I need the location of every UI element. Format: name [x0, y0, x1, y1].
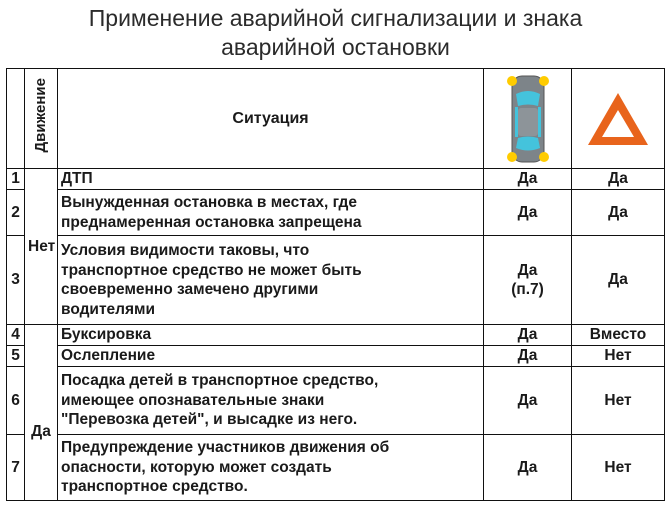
warning-triangle-icon	[586, 91, 650, 147]
situation-line: Посадка детей в транспортное средство,	[61, 372, 379, 390]
warning-sign-value: Вместо	[572, 325, 665, 346]
title-line-1: Применение аварийной сигнализации и знака	[88, 5, 583, 31]
table-row	[7, 346, 665, 367]
row-number: 4	[7, 325, 25, 346]
situation-cell	[58, 346, 484, 367]
row-number: 1	[7, 169, 25, 190]
title-line-2: аварийной остановки	[221, 34, 450, 60]
car-hazard-lights-icon	[506, 74, 550, 164]
header-movement: Движение	[32, 78, 50, 154]
movement-group-yes: Да	[25, 325, 58, 501]
situation-line: опасности, которую может создать	[61, 458, 332, 476]
hazard-lights-value	[484, 236, 572, 325]
header-warning-triangle-cell	[572, 69, 665, 169]
warning-sign-value: Нет	[572, 435, 665, 501]
warning-sign-value: Да	[572, 190, 665, 236]
situation-cell	[58, 435, 484, 501]
header-hazard-lights-cell	[484, 69, 572, 169]
header-num-cell	[7, 69, 25, 169]
warning-sign-value: Да	[572, 169, 665, 190]
situation-line: "Перевозка детей", и высадке из него.	[61, 411, 358, 429]
warning-sign-value: Нет	[572, 346, 665, 367]
situation-cell	[58, 236, 484, 325]
header-movement-cell	[25, 69, 58, 169]
situation-line: своевременно замечено другими	[61, 281, 319, 298]
situation-line: Вынужденная остановка в местах, где	[61, 194, 357, 211]
hazard-lights-value-note: (п.7)	[511, 281, 544, 298]
warning-sign-value: Да	[572, 236, 665, 325]
table-row	[7, 367, 665, 435]
situation-line: Буксировка	[61, 326, 152, 344]
row-number: 2	[7, 190, 25, 236]
row-number: 5	[7, 346, 25, 367]
movement-group-no: Нет	[25, 169, 58, 325]
hazard-lights-value: Да	[484, 346, 572, 367]
warning-sign-value: Нет	[572, 367, 665, 435]
header-situation: Ситуация	[58, 69, 484, 169]
page-title	[0, 4, 671, 62]
hazard-lights-value: Да	[484, 169, 572, 190]
situation-line: имеющее опознавательные знаки	[61, 391, 325, 409]
situation-line: транспортное средство.	[61, 478, 248, 496]
situation-line: транспортное средство не может быть	[61, 261, 362, 279]
table-row	[7, 435, 665, 501]
hazard-lights-value: Да	[484, 190, 572, 236]
row-number: 6	[7, 367, 25, 435]
table-row	[7, 236, 665, 325]
row-number: 7	[7, 435, 25, 501]
situation-cell	[58, 169, 484, 190]
situation-cell	[58, 190, 484, 236]
hazard-lights-value: Да	[484, 325, 572, 346]
table-row	[7, 325, 665, 346]
hazard-lights-value: Да	[484, 435, 572, 501]
situation-cell	[58, 367, 484, 435]
hazard-usage-table	[6, 68, 665, 501]
situation-line: преднамеренная остановка запрещена	[61, 213, 362, 231]
hazard-lights-value-main: Да	[517, 261, 538, 279]
situation-cell	[58, 325, 484, 346]
row-number: 3	[7, 236, 25, 325]
table-header-row	[7, 69, 665, 169]
situation-line: водителями	[61, 300, 156, 318]
hazard-lights-value: Да	[484, 367, 572, 435]
situation-line: Ослепление	[61, 347, 156, 365]
table-row	[7, 169, 665, 190]
situation-line: Условия видимости таковы, что	[61, 242, 310, 259]
table-row	[7, 190, 665, 236]
situation-line: ДТП	[61, 170, 93, 188]
situation-line: Предупреждение участников движения об	[61, 439, 390, 457]
